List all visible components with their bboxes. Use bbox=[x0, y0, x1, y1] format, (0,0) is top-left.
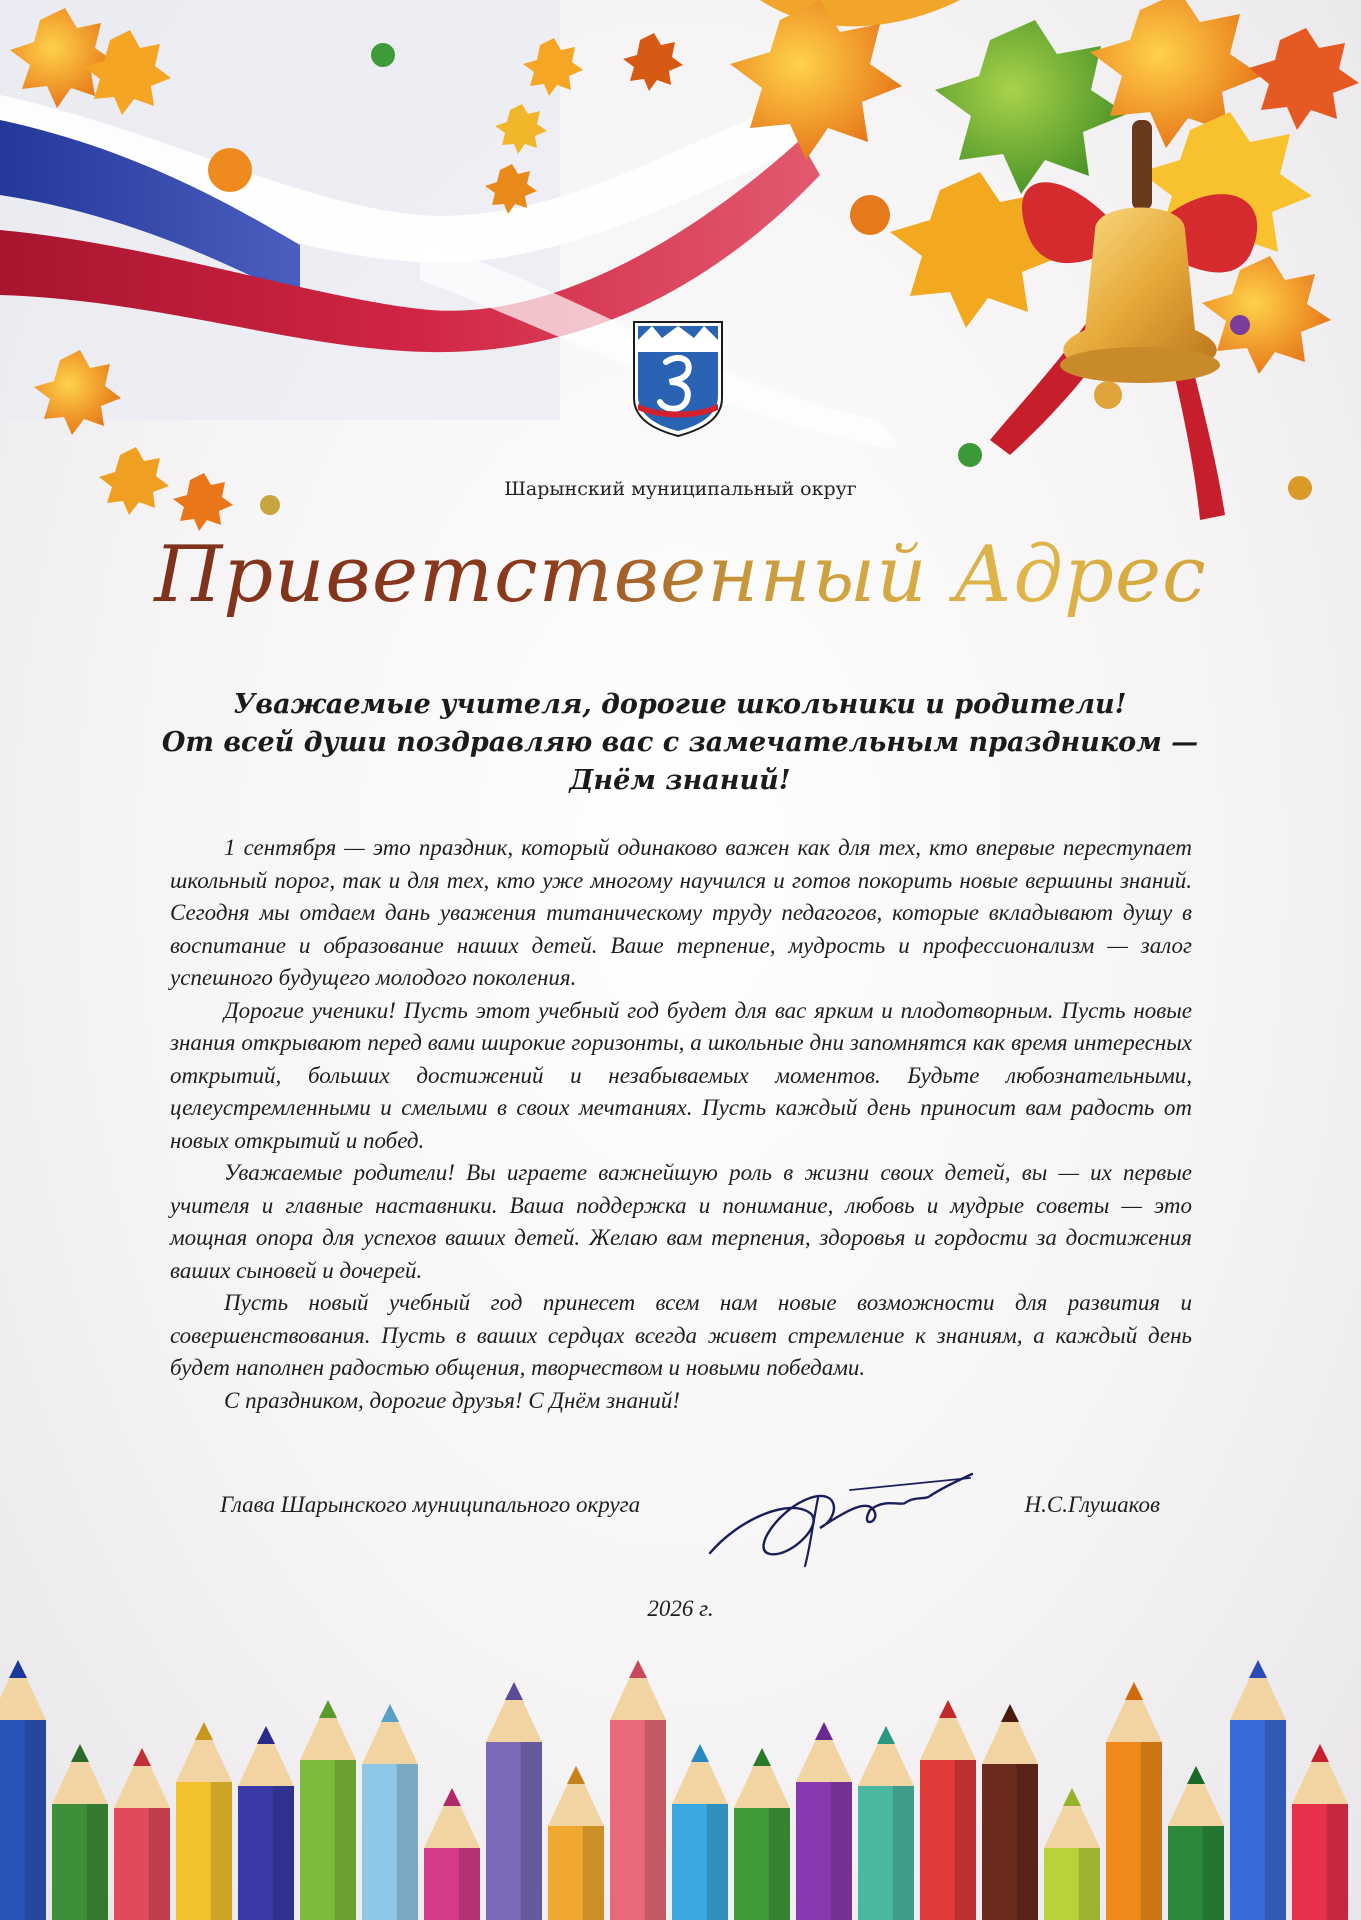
pencil-shade bbox=[955, 1760, 976, 1920]
paragraph-1: 1 сентября — это праздник, который одинаково важен как для тех, кто впервые переступает школьный порог, так и для тех, кто уже многому научился и готов покорить новые вершины знаний. Сегодня мы отдаем дань уважения титаническому труду педагогов, которые вкладывают душу в воспитание и образование наших детей. Ваше терпение, мудрость и профессионализм — залог успешного будущего молодого поколения. bbox=[170, 835, 1192, 990]
pencil-shade bbox=[769, 1808, 790, 1920]
colored-pencils-icon bbox=[0, 1660, 1348, 1920]
pencil-shade bbox=[1265, 1720, 1286, 1920]
district-coat-of-arms-icon bbox=[630, 318, 726, 438]
pencil-tip bbox=[691, 1744, 709, 1762]
pencil-tip bbox=[1063, 1788, 1081, 1806]
pencil-tip bbox=[1001, 1704, 1019, 1722]
pencil-shade bbox=[831, 1782, 852, 1920]
pencil-shade bbox=[1141, 1742, 1162, 1920]
letter-body bbox=[170, 832, 1192, 1417]
paragraph-5: С праздником, дорогие друзья! С Днём знаний! bbox=[224, 1387, 681, 1413]
year-label: 2026 г. bbox=[647, 1596, 714, 1621]
pencil-shade bbox=[707, 1804, 728, 1920]
greeting-line-1: Уважаемые учителя, дорогие школьники и родители! bbox=[233, 689, 1127, 720]
pencil-tip bbox=[815, 1722, 833, 1740]
pencil-shade bbox=[893, 1786, 914, 1920]
paragraph-4: Пусть новый учебный год принесет всем нам новые возможности для развития и совершенствования. Пусть в ваших сердцах всегда живет стремление к знаниям, а каждый день будет наполнен радостью общения, творчеством и новыми победами. bbox=[170, 1290, 1192, 1380]
greeting-line-3: Днём знаний! bbox=[569, 765, 791, 796]
pencil-tip bbox=[753, 1748, 771, 1766]
handwritten-signature bbox=[700, 1458, 980, 1568]
pencil-tip bbox=[195, 1722, 213, 1740]
pencil-shade bbox=[1327, 1804, 1348, 1920]
pencil-tip bbox=[1187, 1766, 1205, 1784]
pencil-tip bbox=[939, 1700, 957, 1718]
pencil-shade bbox=[1079, 1848, 1100, 1920]
pencil-tip bbox=[257, 1726, 275, 1744]
district-name: Шарынский муниципальный округ bbox=[504, 478, 857, 500]
pencil-tip bbox=[9, 1660, 27, 1678]
pencil-tip bbox=[319, 1700, 337, 1718]
pencil-tip bbox=[629, 1660, 647, 1678]
pencil-tip bbox=[1249, 1660, 1267, 1678]
pencil-tip bbox=[877, 1726, 895, 1744]
pencil-shade bbox=[645, 1720, 666, 1920]
pencil-tip bbox=[1311, 1744, 1329, 1762]
greeting-line-2: От всей души поздравляю вас с замечательным праздником — bbox=[161, 727, 1199, 758]
pencil-shade bbox=[1203, 1826, 1224, 1920]
pencil-shade bbox=[397, 1764, 418, 1920]
pencil-shade bbox=[1017, 1764, 1038, 1920]
pencil-tip bbox=[381, 1704, 399, 1722]
paragraph-2: Дорогие ученики! Пусть этот учебный год будет для вас ярким и плодотворным. Пусть новые знания открывают перед вами широкие горизонты, а школьные дни запомнятся как время интересных открытий, больших достижений и незабываемых моментов. Будьте любознательными, целеустремленными и смелыми в своих мечтаниях. Пусть каждый день приносит вам радость от новых открытий и побед. bbox=[170, 997, 1192, 1153]
paragraph-3: Уважаемые родители! Вы играете важнейшую роль в жизни своих детей, вы — их первые учителя и главные наставники. Ваша поддержка и понимание, любовь и мудрые советы — это мощная опора для успехов ваших детей. Желаю вам терпения, здоровья и гордости за достижения ваших сыновей и дочерей. bbox=[170, 1160, 1192, 1283]
school-bell-icon bbox=[730, 0, 1359, 520]
pencil-wood bbox=[0, 1660, 46, 1720]
pencil-shade bbox=[459, 1848, 480, 1920]
pencil-shade bbox=[25, 1720, 46, 1920]
pencil-tip bbox=[443, 1788, 461, 1806]
pencil-tip bbox=[71, 1744, 89, 1762]
pencil-shade bbox=[521, 1742, 542, 1920]
signer-name: Н.С.Глушаков bbox=[1024, 1492, 1160, 1517]
pencil-shade bbox=[211, 1782, 232, 1920]
page-title: Приветственный Адрес bbox=[0, 530, 1361, 620]
pencil-tip bbox=[505, 1682, 523, 1700]
pencil-shade bbox=[583, 1826, 604, 1920]
pencil-shade bbox=[335, 1760, 356, 1920]
greeting-heading bbox=[100, 686, 1260, 800]
pencil-tip bbox=[133, 1748, 151, 1766]
signer-position: Глава Шарынского муниципального округа bbox=[220, 1492, 641, 1517]
pencil-shade bbox=[149, 1808, 170, 1920]
pencil-tip bbox=[567, 1766, 585, 1784]
pencil-shade bbox=[87, 1804, 108, 1920]
pencil-shade bbox=[273, 1786, 294, 1920]
pencil-tip bbox=[1125, 1682, 1143, 1700]
